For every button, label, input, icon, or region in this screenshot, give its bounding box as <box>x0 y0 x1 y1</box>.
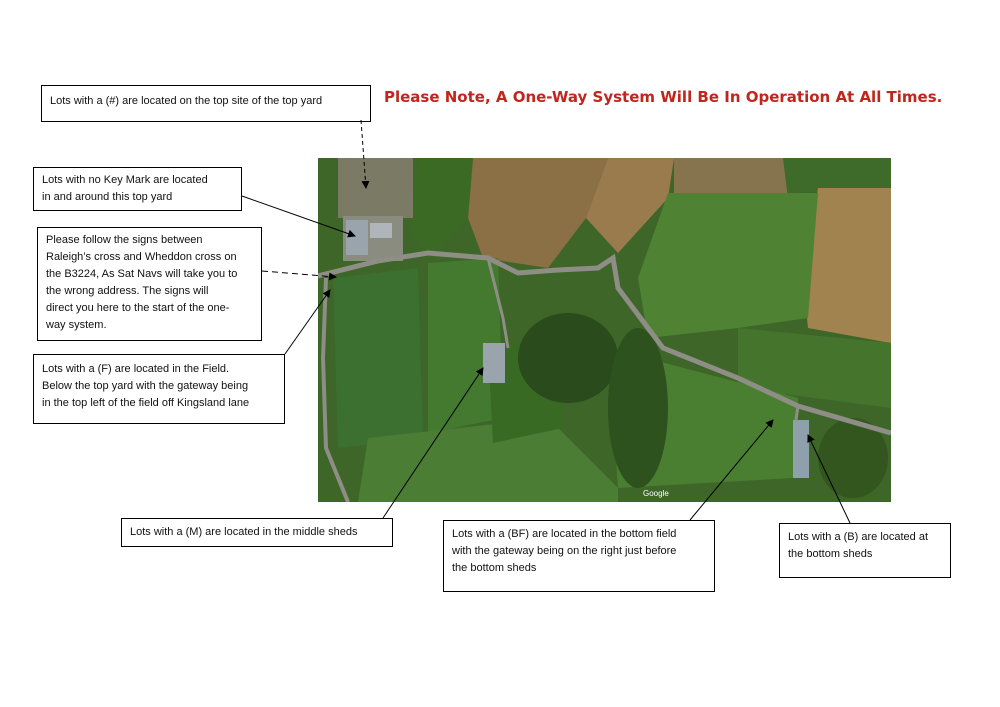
callout-field: Lots with a (F) are located in the Field. Below the top yard with the gateway being in the top left of the field off Kingsland lane <box>33 354 285 424</box>
satellite-map[interactable] <box>318 158 891 502</box>
callout-bottom-field: Lots with a (BF) are located in the bottom field with the gateway being on the right just before the bottom sheds <box>443 520 715 592</box>
woodland <box>518 313 618 403</box>
callout-bottom-sheds: Lots with a (B) are located at the bottom sheds <box>779 523 951 578</box>
green-field-west <box>333 268 423 448</box>
one-way-notice: Please Note, A One-Way System Will Be In Operation At All Times. <box>384 88 943 106</box>
callout-top-site: Lots with a (#) are located on the top site of the top yard <box>41 85 371 122</box>
top-yard-shed <box>346 220 368 255</box>
middle-sheds <box>483 343 505 383</box>
callout-middle-sheds: Lots with a (M) are located in the middle sheds <box>121 518 393 547</box>
green-field-east <box>638 193 818 338</box>
map-attribution: Google <box>643 489 669 498</box>
bottom-sheds <box>793 420 809 478</box>
callout-no-key: Lots with no Key Mark are located in and around this top yard <box>33 167 242 211</box>
top-yard-ground <box>338 158 413 218</box>
callout-directions: Please follow the signs between Raleigh’s cross and Wheddon cross on the B3224, As Sat Navs will take you to the wrong address. The signs will direct you here to the start of the one- way system. <box>37 227 262 341</box>
